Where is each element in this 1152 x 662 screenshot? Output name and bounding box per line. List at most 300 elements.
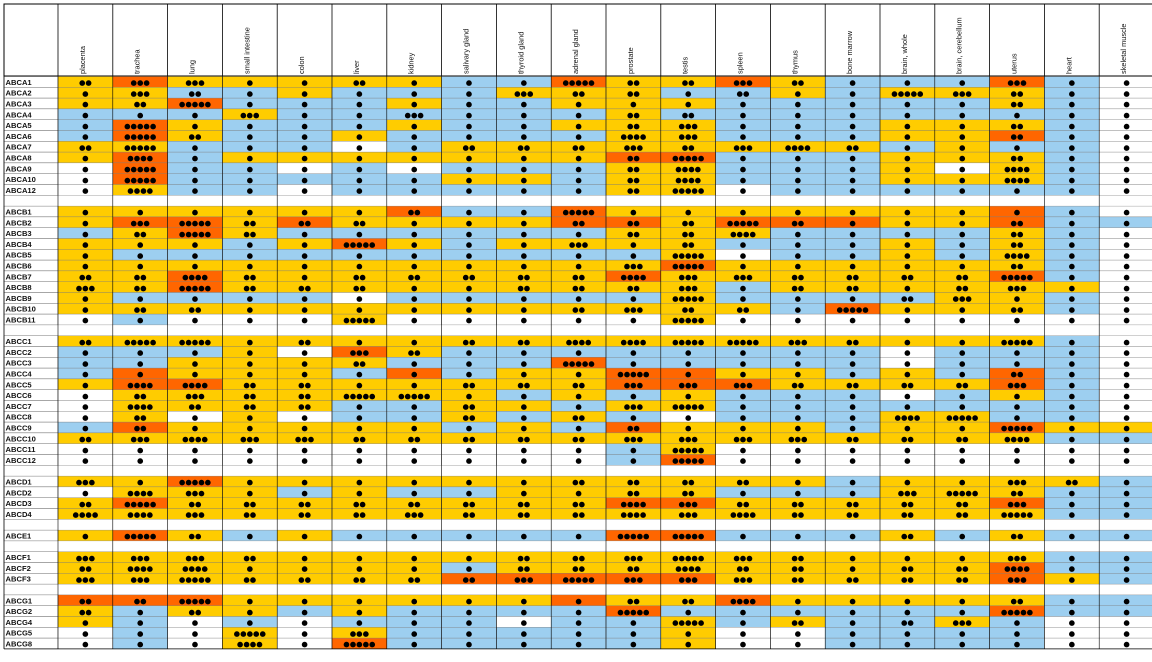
tissue-label: trachea: [132, 49, 142, 74]
dot-count: ●: [849, 110, 856, 120]
dot-count: ●: [465, 218, 473, 228]
dot-count: ●: [904, 315, 911, 325]
tissue-label: colon: [297, 56, 307, 74]
dot-count: ●: [1123, 315, 1130, 325]
dot-count: ●: [575, 99, 582, 109]
dot-count: ●: [410, 456, 418, 466]
dot-count: ●●: [626, 423, 640, 433]
dot-count: ●: [904, 261, 911, 271]
dot-count: ●: [191, 240, 199, 250]
dot-count: ●●●: [349, 628, 370, 638]
dot-count: ●: [575, 229, 582, 239]
dot-count: ●: [1068, 564, 1076, 574]
dot-count: ●: [575, 618, 582, 628]
dot-count: ●: [1123, 553, 1130, 563]
dot-count: ●: [849, 628, 856, 638]
dot-count: ●●●●: [127, 510, 154, 520]
dot-count: ●●●●: [620, 510, 647, 520]
dot-count: ●: [1123, 99, 1130, 109]
dot-count: ●: [301, 304, 308, 314]
dot-count: ●: [246, 99, 254, 109]
dot-count: ●: [849, 596, 856, 606]
dot-count: ●: [356, 596, 363, 606]
dot-count: ●: [410, 412, 418, 422]
dot-count: ●: [575, 186, 582, 196]
dot-count: ●: [246, 294, 254, 304]
dot-count: ●: [1013, 358, 1021, 368]
dot-count: ●●: [572, 272, 586, 282]
dot-count: ●●●: [678, 574, 698, 584]
dot-count: ●: [904, 607, 911, 617]
dot-count: ●: [82, 488, 89, 498]
dot-count: ●: [739, 628, 747, 638]
dot-count: ●●●●●: [178, 283, 212, 293]
dot-count: ●: [958, 218, 966, 228]
dot-count: ●: [958, 477, 966, 487]
dot-count: ●: [356, 412, 363, 422]
dot-count: ●: [356, 553, 363, 563]
dot-count: ●: [246, 488, 254, 498]
dot-count: ●: [246, 88, 254, 98]
dot-count: ●: [301, 477, 308, 487]
dot-count: ●: [794, 164, 802, 174]
dot-count: ●●: [626, 488, 640, 498]
dot-count: ●: [356, 488, 363, 498]
dot-count: ●: [684, 423, 692, 433]
gene-label: ABCC9: [5, 423, 32, 433]
dot-count: ●: [794, 369, 802, 379]
dot-count: ●: [1068, 186, 1076, 196]
gene-label: ABCB8: [5, 283, 32, 293]
dot-count: ●: [410, 596, 418, 606]
gene-label: ABCC7: [5, 401, 32, 411]
dot-count: ●: [301, 207, 308, 217]
dot-count: ●●●●●: [617, 531, 650, 541]
dot-count: ●●: [78, 78, 92, 88]
dot-count: ●●: [352, 218, 366, 228]
dot-count: ●●: [791, 283, 805, 293]
dot-count: ●●: [955, 380, 969, 390]
dot-count: ●: [1068, 639, 1076, 649]
dot-count: ●: [191, 186, 199, 196]
dot-count: ●●: [133, 412, 147, 422]
dot-count: ●: [410, 628, 418, 638]
dot-count: ●: [520, 531, 528, 541]
dot-count: ●●: [791, 380, 805, 390]
dot-count: ●●: [1010, 88, 1024, 98]
dot-count: ●●: [1010, 304, 1024, 314]
dot-count: ●: [410, 423, 418, 433]
dot-count: ●: [465, 175, 473, 185]
dot-count: ●: [136, 628, 144, 638]
dot-count: ●●●●●: [946, 412, 979, 422]
dot-count: ●●: [243, 553, 257, 563]
dot-count: ●: [356, 564, 363, 574]
dot-count: ●●: [517, 434, 531, 444]
dot-count: ●●: [846, 283, 860, 293]
dot-count: ●●●●: [675, 564, 702, 574]
dot-count: ●: [958, 348, 966, 358]
dot-count: ●: [1123, 142, 1130, 152]
dot-count: ●: [465, 553, 473, 563]
gene-label: ABCA6: [5, 131, 32, 141]
dot-count: ●●: [352, 499, 366, 509]
dot-count: ●●: [133, 391, 147, 401]
dot-count: ●: [301, 445, 308, 455]
dot-count: ●●: [572, 304, 586, 314]
dot-count: ●: [465, 164, 473, 174]
dot-count: ●●: [736, 564, 750, 574]
dot-count: ●: [849, 618, 856, 628]
dot-count: ●: [849, 445, 856, 455]
dot-count: ●: [520, 240, 528, 250]
dot-count: ●: [356, 121, 363, 131]
dot-count: ●: [794, 607, 802, 617]
dot-count: ●●●: [349, 348, 370, 358]
dot-count: ●: [849, 99, 856, 109]
dot-count: ●: [191, 110, 199, 120]
dot-count: ●: [465, 423, 473, 433]
dot-count: ●: [739, 250, 747, 260]
dot-count: ●●: [298, 380, 312, 390]
dot-count: ●: [958, 240, 966, 250]
dot-count: ●●: [572, 434, 586, 444]
dot-count: ●●: [243, 402, 257, 412]
dot-count: ●: [191, 369, 199, 379]
gene-label: ABCC11: [5, 445, 36, 455]
dot-count: ●●●: [404, 510, 424, 520]
dot-count: ●: [82, 240, 89, 250]
gene-label: ABCG1: [5, 596, 33, 606]
dot-count: ●: [356, 531, 363, 541]
dot-count: ●●: [298, 337, 312, 347]
dot-count: ●: [465, 531, 473, 541]
gene-label: ABCG2: [5, 607, 33, 617]
dot-count: ●: [301, 488, 308, 498]
gene-label: ABCG5: [5, 628, 33, 638]
dot-count: ●●: [846, 337, 860, 347]
dot-count: ●: [575, 175, 582, 185]
dot-count: ●: [958, 229, 966, 239]
dot-count: ●: [191, 153, 199, 163]
dot-count: ●●: [243, 510, 257, 520]
dot-count: ●: [82, 531, 89, 541]
dot-count: ●: [246, 369, 254, 379]
tissue-label: adrenal gland: [571, 29, 581, 74]
dot-count: ●: [82, 121, 89, 131]
dot-count: ●: [191, 164, 199, 174]
dot-count: ●●●●●: [562, 358, 595, 368]
dot-count: ●: [520, 186, 528, 196]
tissue-label: prostate: [625, 47, 635, 74]
dot-count: ●●: [78, 434, 92, 444]
tissue-label: placenta: [77, 46, 87, 74]
dot-count: ●: [301, 153, 308, 163]
dot-count: ●●: [462, 272, 476, 282]
dot-count: ●●: [572, 283, 586, 293]
dot-count: ●●: [517, 553, 531, 563]
dot-count: ●●●: [568, 240, 589, 250]
dot-count: ●: [82, 229, 89, 239]
dot-count: ●●: [572, 380, 586, 390]
dot-count: ●: [630, 618, 637, 628]
dot-count: ●: [1123, 488, 1130, 498]
dot-count: ●: [301, 229, 308, 239]
gene-label: ABCA2: [5, 88, 32, 98]
dot-count: ●: [1013, 315, 1021, 325]
dot-count: ●●●●●: [836, 304, 869, 314]
dot-count: ●: [794, 304, 802, 314]
dot-count: ●: [1068, 607, 1076, 617]
gene-label: ABCG8: [5, 639, 33, 649]
dot-count: ●●●: [514, 88, 534, 98]
dot-count: ●: [630, 412, 637, 422]
dot-count: ●: [246, 596, 254, 606]
dot-count: ●: [82, 218, 89, 228]
dot-count: ●: [301, 531, 308, 541]
dot-count: ●: [794, 186, 802, 196]
dot-count: ●: [1068, 99, 1076, 109]
dot-count: ●: [356, 618, 363, 628]
dot-count: ●: [301, 132, 308, 142]
tissue-label: small intestine: [242, 27, 252, 74]
dot-count: ●●: [626, 78, 640, 88]
dot-count: ●: [82, 304, 89, 314]
dot-count: ●: [410, 229, 418, 239]
dot-count: ●●●: [623, 304, 644, 314]
dot-count: ●: [958, 153, 966, 163]
dot-count: ●●: [791, 499, 805, 509]
dot-count: ●: [794, 132, 802, 142]
dot-count: ●: [958, 596, 966, 606]
dot-count: ●: [465, 99, 473, 109]
dot-count: ●: [904, 218, 911, 228]
dot-count: ●: [410, 240, 418, 250]
dot-count: ●●: [462, 142, 476, 152]
dot-count: ●: [356, 304, 363, 314]
gene-label: ABCC6: [5, 391, 32, 401]
dot-count: ●: [191, 315, 199, 325]
dot-count: ●: [849, 423, 856, 433]
dot-count: ●: [849, 121, 856, 131]
gene-label: ABCC4: [5, 369, 32, 379]
dot-count: ●: [520, 294, 528, 304]
dot-count: ●: [1068, 369, 1076, 379]
dot-count: ●: [794, 121, 802, 131]
dot-count: ●: [301, 423, 308, 433]
dot-count: ●: [246, 304, 254, 314]
dot-count: ●: [246, 348, 254, 358]
dot-count: ●: [410, 261, 418, 271]
dot-count: ●: [246, 477, 254, 487]
dot-count: ●●: [900, 272, 914, 282]
dot-count: ●: [82, 369, 89, 379]
dot-count: ●●: [243, 283, 257, 293]
dot-count: ●: [904, 402, 911, 412]
dot-count: ●: [575, 488, 582, 498]
dot-count: ●●●: [733, 553, 753, 563]
dot-count: ●: [794, 402, 802, 412]
dot-count: ●: [904, 456, 911, 466]
dot-count: ●●●●: [182, 380, 208, 390]
dot-count: ●: [575, 628, 582, 638]
dot-count: ●: [794, 240, 802, 250]
dot-count: ●●: [626, 283, 640, 293]
dot-count: ●: [794, 207, 802, 217]
dot-count: ●●: [188, 402, 202, 412]
dot-count: ●●: [352, 510, 366, 520]
dot-count: ●: [849, 358, 856, 368]
dot-count: ●: [904, 153, 911, 163]
dot-count: ●: [958, 553, 966, 563]
dot-count: ●: [1123, 445, 1130, 455]
dot-count: ●●●: [623, 434, 644, 444]
dot-count: ●●: [1010, 99, 1024, 109]
dot-count: ●: [465, 369, 473, 379]
dot-count: ●: [794, 596, 802, 606]
dot-count: ●: [356, 477, 363, 487]
dot-count: ●: [1123, 499, 1130, 509]
dot-count: ●: [575, 445, 582, 455]
dot-count: ●: [958, 391, 966, 401]
dot-count: ●●●: [733, 142, 753, 152]
dot-count: ●●: [298, 510, 312, 520]
dot-count: ●●●: [897, 488, 918, 498]
dot-count: ●: [191, 412, 199, 422]
dot-count: ●: [465, 240, 473, 250]
dot-count: ●: [301, 315, 308, 325]
dot-count: ●●●●●: [1000, 510, 1034, 520]
dot-count: ●: [82, 175, 89, 185]
gene-label: ABCB2: [5, 218, 32, 228]
dot-count: ●●: [188, 304, 202, 314]
dot-count: ●●: [133, 423, 147, 433]
dot-count: ●: [246, 153, 254, 163]
dot-count: ●: [410, 250, 418, 260]
dot-count: ●: [904, 391, 911, 401]
dot-count: ●●●: [788, 337, 808, 347]
dot-count: ●: [465, 250, 473, 260]
dot-count: ●●: [626, 186, 640, 196]
dot-count: ●●●: [185, 78, 205, 88]
dot-count: ●●●: [733, 574, 753, 584]
dot-count: ●: [904, 369, 911, 379]
dot-count: ●●●: [514, 574, 534, 584]
dot-count: ●: [82, 164, 89, 174]
dot-count: ●●●●: [127, 153, 154, 163]
dot-count: ●: [246, 531, 254, 541]
dot-count: ●: [1068, 358, 1076, 368]
dot-count: ●: [575, 402, 582, 412]
dot-count: ●●: [955, 574, 969, 584]
dot-count: ●●: [626, 164, 640, 174]
dot-count: ●: [520, 412, 528, 422]
dot-count: ●●: [900, 531, 914, 541]
dot-count: ●: [904, 207, 911, 217]
dot-count: ●: [904, 132, 911, 142]
dot-count: ●●●●●: [672, 553, 705, 563]
dot-count: ●●●: [240, 110, 260, 120]
dot-count: ●●●●●: [178, 596, 212, 606]
dot-count: ●: [904, 121, 911, 131]
dot-count: ●: [849, 88, 856, 98]
dot-count: ●●●●●: [672, 261, 705, 271]
dot-count: ●: [356, 153, 363, 163]
dot-count: ●: [684, 607, 692, 617]
dot-count: ●: [301, 110, 308, 120]
dot-count: ●: [684, 369, 692, 379]
dot-count: ●: [410, 445, 418, 455]
dot-count: ●: [465, 294, 473, 304]
dot-count: ●●: [681, 110, 695, 120]
dot-count: ●●: [626, 88, 640, 98]
dot-count: ●: [520, 456, 528, 466]
gene-label: ABCA9: [5, 164, 32, 174]
dot-count: ●: [1068, 78, 1076, 88]
dot-count: ●: [1068, 304, 1076, 314]
dot-count: ●: [794, 531, 802, 541]
dot-count: ●: [301, 564, 308, 574]
dot-count: ●●●●●: [124, 121, 157, 131]
dot-count: ●●: [955, 283, 969, 293]
dot-count: ●●: [243, 218, 257, 228]
dot-count: ●: [630, 240, 637, 250]
dot-count: ●●: [298, 574, 312, 584]
dot-count: ●: [1068, 88, 1076, 98]
dot-count: ●: [136, 369, 144, 379]
dot-count: ●●: [900, 564, 914, 574]
dot-count: ●●: [133, 304, 147, 314]
dot-count: ●●: [955, 499, 969, 509]
dot-count: ●: [739, 121, 747, 131]
dot-count: ●●●: [678, 132, 698, 142]
dot-count: ●●●: [130, 574, 150, 584]
dot-count: ●: [739, 186, 747, 196]
dot-count: ●: [82, 261, 89, 271]
gene-label: ABCF3: [5, 574, 31, 584]
dot-count: ●: [410, 488, 418, 498]
dot-count: ●: [301, 412, 308, 422]
dot-count: ●: [684, 99, 692, 109]
dot-count: ●●: [517, 272, 531, 282]
gene-label: ABCB10: [5, 304, 36, 314]
dot-count: ●: [684, 639, 692, 649]
dot-count: ●●: [462, 499, 476, 509]
dot-count: ●: [684, 358, 692, 368]
dot-count: ●: [520, 391, 528, 401]
dot-count: ●: [520, 596, 528, 606]
dot-count: ●●: [626, 175, 640, 185]
dot-count: ●: [1123, 240, 1130, 250]
dot-count: ●: [301, 142, 308, 152]
dot-count: ●●●●●: [124, 132, 157, 142]
dot-count: ●: [958, 607, 966, 617]
dot-count: ●: [356, 175, 363, 185]
dot-count: ●: [136, 445, 144, 455]
dot-count: ●: [630, 99, 637, 109]
dot-count: ●: [1013, 639, 1021, 649]
dot-count: ●●●●: [675, 164, 702, 174]
dot-count: ●●●●●: [672, 402, 705, 412]
dot-count: ●: [520, 358, 528, 368]
dot-count: ●: [794, 456, 802, 466]
dot-count: ●●●●: [127, 186, 154, 196]
dot-count: ●: [301, 294, 308, 304]
dot-count: ●●●●●: [726, 218, 760, 228]
dot-count: ●: [575, 121, 582, 131]
dot-count: ●●●●●: [233, 628, 266, 638]
dot-count: ●●●: [788, 434, 808, 444]
